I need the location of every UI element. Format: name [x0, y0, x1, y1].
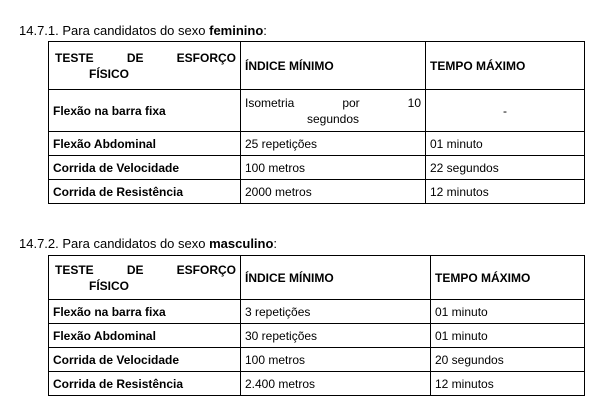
- row-time-value: 12 minutos: [431, 372, 585, 396]
- table-row: [49, 300, 585, 324]
- index-word: 10: [407, 95, 421, 110]
- row-index-value: [241, 90, 426, 132]
- section-1-caption-bold: feminino: [209, 23, 264, 38]
- male-tests-table: [48, 255, 585, 396]
- section-1-number: 14.7.1.: [19, 23, 59, 38]
- header-word: TESTE: [55, 262, 94, 277]
- header-min-index: ÍNDICE MÍNIMO: [241, 256, 431, 300]
- header-word: DE: [126, 262, 144, 277]
- row-index-value: 3 repetições: [241, 300, 431, 324]
- table-row: [49, 156, 585, 180]
- row-test-name: Corrida de Resistência: [49, 372, 241, 396]
- table-row: [49, 180, 585, 204]
- row-time-value: 01 minuto: [426, 132, 585, 156]
- header-max-time: TEMPO MÁXIMO: [426, 42, 585, 90]
- row-test-name: Corrida de Velocidade: [49, 348, 241, 372]
- header-test-cell: [49, 256, 241, 300]
- section-2-caption: [19, 236, 277, 252]
- table-row: [49, 132, 585, 156]
- row-index-value: 100 metros: [241, 156, 426, 180]
- header-word: ESFORÇO: [176, 50, 236, 65]
- row-index-value: 2000 metros: [241, 180, 426, 204]
- row-index-value: 25 repetições: [241, 132, 426, 156]
- section-1-caption: [19, 23, 267, 39]
- row-index-value: 30 repetições: [241, 324, 431, 348]
- row-test-name: Flexão na barra fixa: [49, 300, 241, 324]
- index-word: Isometria: [245, 95, 295, 110]
- table-header-row: [49, 42, 585, 90]
- table-row: [49, 372, 585, 396]
- header-test-cell: [49, 42, 241, 90]
- section-2-number: 14.7.2.: [19, 236, 59, 251]
- row-test-name: Corrida de Velocidade: [49, 156, 241, 180]
- row-test-name: Flexão Abdominal: [49, 324, 241, 348]
- section-2-caption-suffix: :: [273, 236, 278, 251]
- row-time-value: 22 segundos: [426, 156, 585, 180]
- row-test-name: Corrida de Resistência: [49, 180, 241, 204]
- header-word: FÍSICO: [89, 66, 130, 81]
- section-1-caption-suffix: :: [263, 23, 267, 38]
- header-word: DE: [126, 50, 144, 65]
- row-time-value: 01 minuto: [431, 300, 585, 324]
- table-header-row: [49, 256, 585, 300]
- female-tests-table: [48, 41, 585, 204]
- row-index-value: 2.400 metros: [241, 372, 431, 396]
- header-word: TESTE: [55, 50, 94, 65]
- index-word: por: [342, 95, 360, 110]
- index-word: segundos: [306, 111, 360, 126]
- section-2-caption-text: Para candidatos do sexo: [62, 236, 206, 251]
- row-time-value: 12 minutos: [426, 180, 585, 204]
- table-row: [49, 324, 585, 348]
- header-word: FÍSICO: [89, 278, 130, 293]
- row-time-value: -: [426, 90, 585, 132]
- row-time-value: 20 segundos: [431, 348, 585, 372]
- header-min-index: ÍNDICE MÍNIMO: [241, 42, 426, 90]
- table-row: [49, 348, 585, 372]
- row-test-name: Flexão Abdominal: [49, 132, 241, 156]
- header-word: ESFORÇO: [176, 262, 236, 277]
- row-test-name: Flexão na barra fixa: [49, 90, 241, 132]
- section-1-caption-text: Para candidatos do sexo: [62, 23, 206, 38]
- section-2-caption-bold: masculino: [209, 236, 274, 251]
- table-row: [49, 90, 585, 132]
- row-index-value: 100 metros: [241, 348, 431, 372]
- row-time-value: 01 minuto: [431, 324, 585, 348]
- header-max-time: TEMPO MÁXIMO: [431, 256, 585, 300]
